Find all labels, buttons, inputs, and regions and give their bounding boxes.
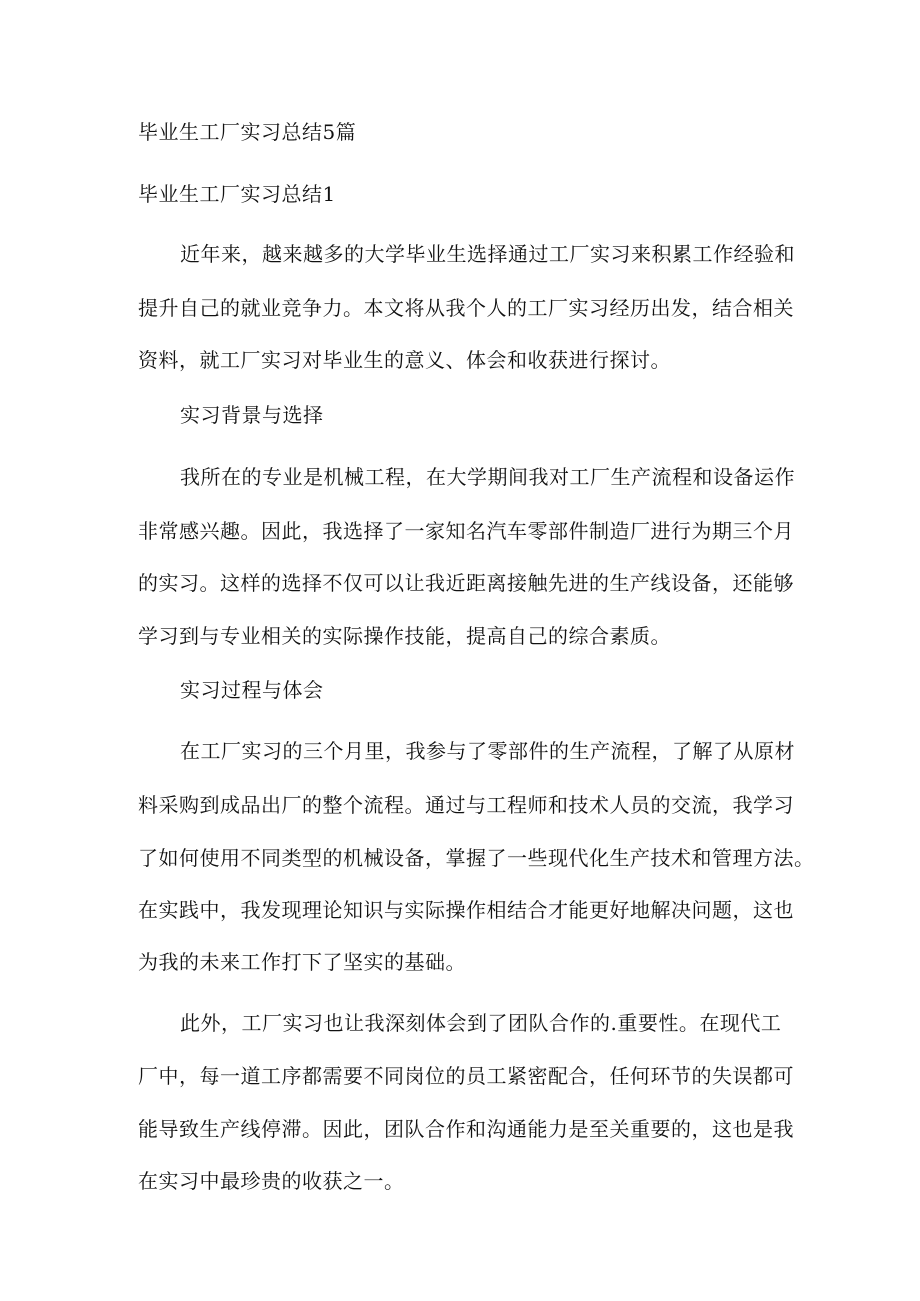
paragraph-line: 的实习。这样的选择不仅可以让我近距离接触先进的生产线设备，还能够 [138,571,794,595]
paragraph-line: 在实习中最珍贵的收获之一。 [138,1169,405,1193]
paragraph-line: 为我的未来工作打下了坚实的基础。 [138,950,466,974]
paragraph-line: 能导致生产线停滞。因此，团队合作和沟通能力是至关重要的，这也是我 [138,1117,794,1141]
paragraph-line: 厂中，每一道工序都需要不同岗位的员工紧密配合，任何环节的失误都可 [138,1064,794,1088]
paragraph-line: 在实践中，我发现理论知识与实际操作相结合才能更好地解决问题，这也 [138,898,794,922]
paragraph-line: 我所在的专业是机械工程，在大学期间我对工厂生产流程和设备运作 [180,465,795,489]
section-heading: 实习过程与体会 [180,678,324,702]
paragraph-line: 此外，工厂实习也让我深刻体会到了团队合作的.重要性。在现代工 [180,1011,782,1035]
section-heading: 实习背景与选择 [180,403,324,427]
paragraph-line: 提升自己的就业竞争力。本文将从我个人的工厂实习经历出发，结合相关 [138,296,794,320]
paragraph-line: 学习到与专业相关的实际操作技能，提高自己的综合素质。 [138,624,671,648]
paragraph-line: 资料，就工厂实习对毕业生的意义、体会和收获进行探讨。 [138,348,671,372]
paragraph-line: 近年来，越来越多的大学毕业生选择通过工厂实习来积累工作经验和 [180,242,795,266]
document-title: 毕业生工厂实习总结5篇 [138,120,357,144]
paragraph-line: 了如何使用不同类型的机械设备，掌握了一些现代化生产技术和管理方法。 [138,846,815,870]
paragraph-line: 料采购到成品出厂的整个流程。通过与工程师和技术人员的交流，我学习 [138,793,794,817]
paragraph-line: 非常感兴趣。因此，我选择了一家知名汽车零部件制造厂进行为期三个月 [138,519,794,543]
paragraph-line: 在工厂实习的三个月里，我参与了零部件的生产流程，了解了从原材 [180,739,795,763]
document-subtitle: 毕业生工厂实习总结1 [138,182,336,206]
